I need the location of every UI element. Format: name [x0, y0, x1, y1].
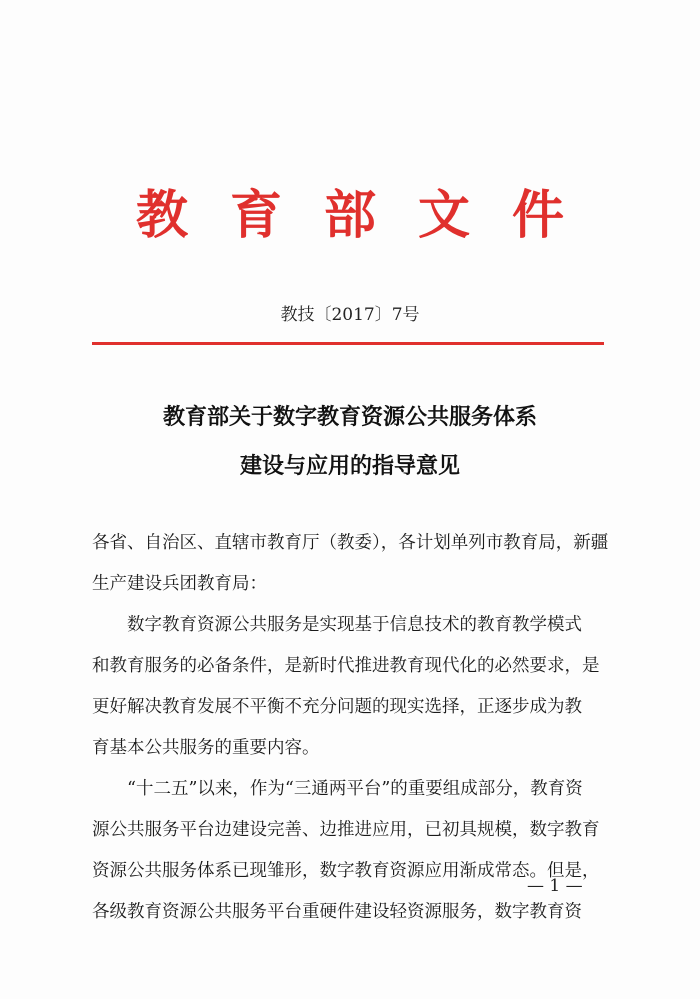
document-body	[92, 523, 612, 933]
body-line: 生产建设兵团教育局：	[92, 574, 267, 594]
document-number: 教技〔2017〕7号	[280, 305, 420, 325]
body-line: “十二五”以来，作为“三通两平台”的重要组成部分，教育资	[127, 779, 583, 799]
document-title-line-1: 教育部关于数字教育资源公共服务体系	[162, 405, 537, 430]
body-line: 各省、自治区、直辖市教育厅（教委），各计划单列市教育局，新疆	[92, 533, 609, 553]
body-line: 育基本公共服务的重要内容。	[92, 738, 320, 758]
body-line: 资源公共服务体系已现雏形，数字教育资源应用渐成常态。但是，	[92, 861, 600, 881]
body-line: 源公共服务平台边建设完善、边推进应用，已初具规模，数字教育	[92, 820, 600, 840]
body-line: 和教育服务的必备条件，是新时代推进教育现代化的必然要求，是	[92, 656, 600, 676]
page-number: — 1 —	[527, 876, 583, 896]
body-line: 更好解决教育发展不平衡不充分问题的现实选择，正逐步成为教	[92, 697, 582, 717]
issuer-title: 教育部文件	[135, 185, 606, 246]
document-title-line-2: 建设与应用的指导意见	[239, 454, 460, 479]
red-separator-line	[92, 342, 604, 345]
body-line: 数字教育资源公共服务是实现基于信息技术的教育教学模式	[127, 615, 582, 635]
body-line: 各级教育资源公共服务平台重硬件建设轻资源服务，数字教育资	[92, 902, 582, 922]
